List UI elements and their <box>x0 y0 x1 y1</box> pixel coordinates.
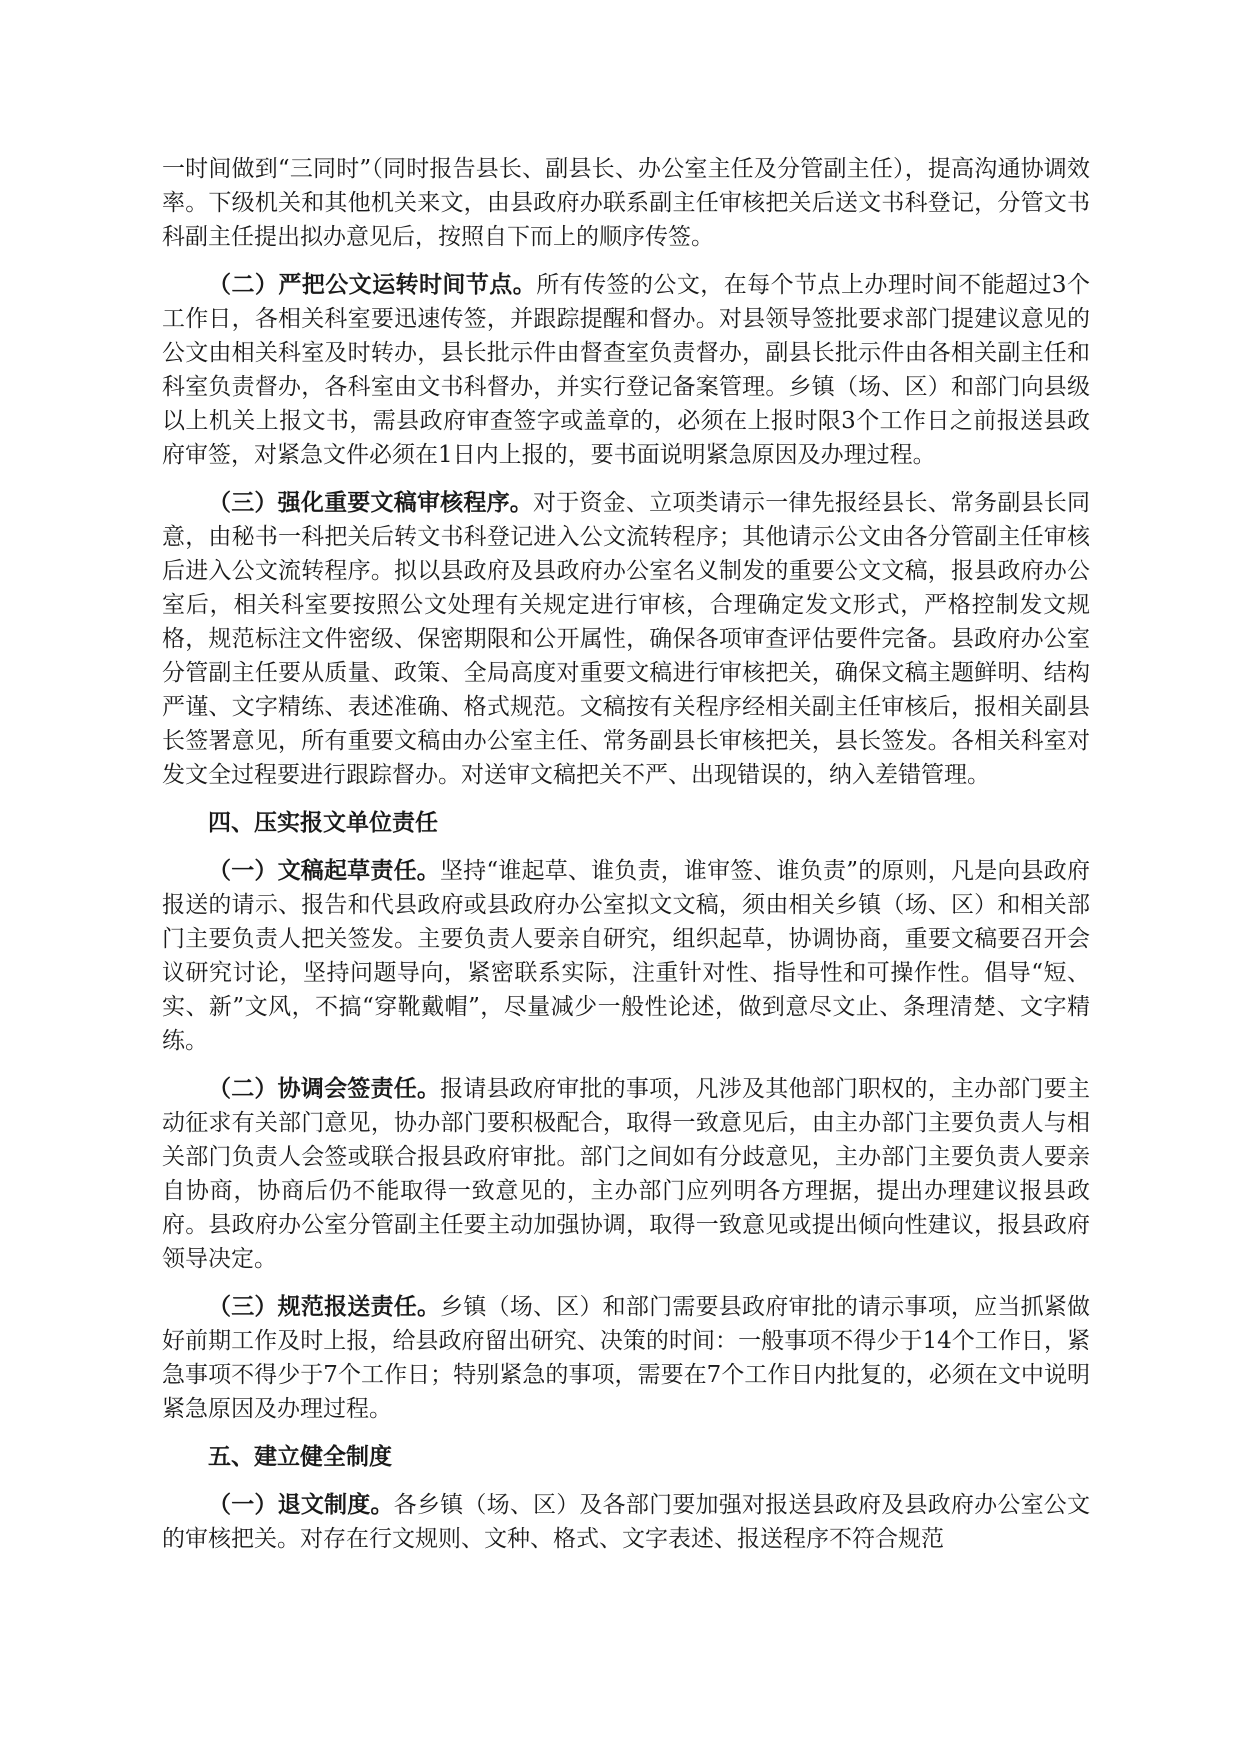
paragraph-text: 各乡镇（场、区）及各部门要加强对报送县政府及县政府办公室公文的审核把关。对存在行文规则、文种、格式、文字表述、报送程序不符合规范 <box>162 1492 1091 1552</box>
paragraph-text: 一时间做到“三同时”（同时报告县长、副县长、办公室主任及分管副主任），提高沟通协调效率。下级机关和其他机关来文，由县政府办联系副主任审核把关后送文书科登记，分管文书科副主任提出拟办意见后，按照自下而上的顺序传签。 <box>162 156 1090 250</box>
paragraph-continued <box>162 152 1090 254</box>
paragraph-4-3 <box>162 1290 1090 1426</box>
paragraph-text: 坚持“谁起草、谁负责，谁审签、谁负责”的原则，凡是向县政府报送的请示、报告和代县政府或县政府办公室拟文文稿，须由相关乡镇（场、区）和相关部门主要负责人把关签发。主要负责人要亲自研究，组织起草，协调协商，重要文稿要召开会议研究讨论，坚持问题导向，紧密联系实际，注重针对性、指导性和可操作性。倡导“短、实、新”文风，不搞“穿靴戴帽”，尽量减少一般性论述，做到意尽文止、条理清楚、文字精练。 <box>162 858 1090 1054</box>
paragraph-4-2 <box>162 1072 1090 1276</box>
paragraph-text: 所有传签的公文，在每个节点上办理时间不能超过3个工作日，各相关科室要迅速传签，并跟踪提醒和督办。对县领导签批要求部门提建议意见的公文由相关科室及时转办，县长批示件由督查室负责督办，副县长批示件由各相关副主任和科室负责督办，各科室由文书科督办，并实行登记备案管理。乡镇（场、区）和部门向县级以上机关上报文书，需县政府审查签字或盖章的，必须在上报时限3个工作日之前报送县政府审签，对紧急文件必须在1日内上报的，要书面说明紧急原因及办理过程。 <box>162 272 1091 468</box>
paragraph-lead: （一）退文制度。 <box>208 1491 394 1518</box>
paragraph-lead: （二）协调会签责任。 <box>208 1075 441 1102</box>
paragraph-text: 对于资金、立项类请示一律先报经县长、常务副县长同意，由秘书一科把关后转文书科登记进入公文流转程序；其他请示公文由各分管副主任审核后进入公文流转程序。拟以县政府及县政府办公室名义制发的重要公文文稿，报县政府办公室后，相关科室要按照公文处理有关规定进行审核，合理确定发文形式，严格控制发文规格，规范标注文件密级、保密期限和公开属性，确保各项审查评估要件完备。县政府办公室分管副主任要从质量、政策、全局高度对重要文稿进行审核把关，确保文稿主题鲜明、结构严谨、文字精练、表述准确、格式规范。文稿按有关程序经相关副主任审核后，报相关副县长签署意见，所有重要文稿由办公室主任、常务副县长审核把关，县长签发。各相关科室对发文全过程要进行跟踪督办。对送审文稿把关不严、出现错误的，纳入差错管理。 <box>162 490 1091 788</box>
section-heading-4 <box>162 806 1090 840</box>
paragraph-4-1 <box>162 854 1090 1058</box>
paragraph-2-3 <box>162 486 1090 792</box>
heading-text: 五、建立健全制度 <box>208 1443 392 1470</box>
paragraph-lead: （二）严把公文运转时间节点。 <box>208 271 537 298</box>
paragraph-lead: （三）强化重要文稿审核程序。 <box>208 489 534 516</box>
section-heading-5 <box>162 1440 1090 1474</box>
paragraph-text: 报请县政府审批的事项，凡涉及其他部门职权的，主办部门要主动征求有关部门意见，协办部门要积极配合，取得一致意见后，由主办部门主要负责人与相关部门负责人会签或联合报县政府审批。部门之间如有分歧意见，主办部门主要负责人要亲自协商，协商后仍不能取得一致意见的，主办部门应列明各方理据，提出办理建议报县政府。县政府办公室分管副主任要主动加强协调，取得一致意见或提出倾向性建议，报县政府领导决定。 <box>162 1076 1091 1272</box>
document-page <box>162 152 1090 1570</box>
paragraph-text: 乡镇（场、区）和部门需要县政府审批的请示事项，应当抓紧做好前期工作及时上报，给县政府留出研究、决策的时间：一般事项不得少于14个工作日，紧急事项不得少于7个工作日；特别紧急的事项，需要在7个工作日内批复的，必须在文中说明紧急原因及办理过程。 <box>162 1294 1091 1422</box>
paragraph-5-1 <box>162 1488 1090 1556</box>
paragraph-lead: （一）文稿起草责任。 <box>208 857 440 884</box>
paragraph-lead: （三）规范报送责任。 <box>208 1293 441 1320</box>
heading-text: 四、压实报文单位责任 <box>208 809 438 836</box>
paragraph-2-2 <box>162 268 1090 472</box>
